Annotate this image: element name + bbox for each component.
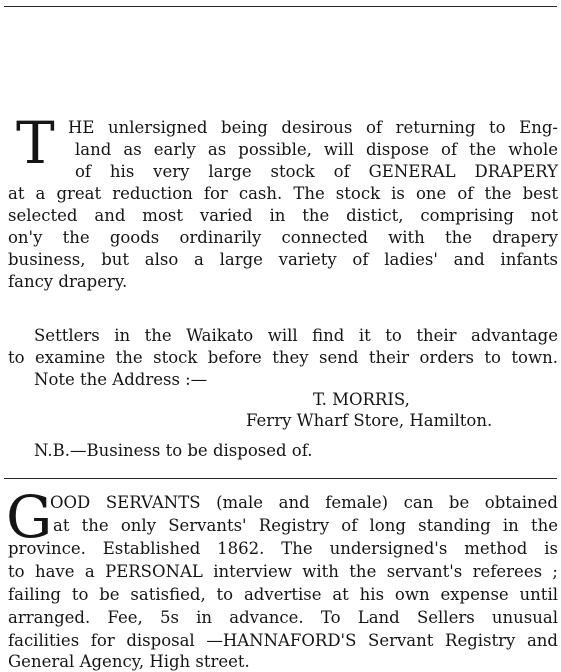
ad2-line: at the only Servants' Registry of long standing in the	[53, 516, 558, 535]
ad1-line: of his very large stock of GENERAL DRAPERY	[75, 162, 558, 181]
ad1-nb: N.B.—Business to be disposed of.	[34, 441, 313, 460]
ad1-para2-line: Settlers in the Waikato will find it to their advantage	[34, 326, 558, 345]
ad1-line: at a great reduction for cash. The stock is one of the best	[8, 184, 558, 203]
ad2-line: to have a PERSONAL interview with the servant's referees ;	[8, 562, 558, 581]
ad1-line: land as early as possible, will dispose of the whole	[75, 140, 558, 159]
ad2-line: OOD SERVANTS (male and female) can be obtained	[50, 493, 558, 512]
ad1-line: business, but also a large variety of ladies' and infants	[8, 250, 558, 269]
ad2-line: General Agency, High street.	[8, 652, 250, 671]
ad1-line: on'y the goods ordinarily connected with the drapery	[8, 228, 558, 247]
section-rule	[4, 478, 557, 479]
ad1-note: Note the Address :—	[34, 370, 208, 389]
ad1-line: selected and most varied in the distict, comprising not	[8, 206, 558, 225]
ad1-line: HE unlersigned being desirous of returning to Eng-	[68, 118, 558, 137]
ad1-signature: T. MORRIS,	[313, 390, 410, 409]
ad1-discount	[0, 294, 561, 314]
ad1-address: Ferry Wharf Store, Hamilton.	[246, 411, 493, 430]
ad1-line: fancy drapery.	[8, 272, 128, 291]
ad1-drop-cap: T	[16, 109, 55, 177]
top-rule	[4, 6, 557, 7]
ad2-line: facilities for disposal —HANNAFORD'S Servant Registry and	[8, 631, 558, 650]
ad2-drop-cap: G	[6, 483, 53, 551]
ad1-para2-line: to examine the stock before they send their orders to town.	[8, 348, 558, 367]
ad2-line: failing to be satisfied, to advertise at his own expense until	[8, 585, 558, 604]
ad2-line: province. Established 1862. The undersigned's method is	[8, 539, 558, 558]
ad2-line: arranged. Fee, 5s in advance. To Land Sellers unusual	[8, 608, 558, 627]
